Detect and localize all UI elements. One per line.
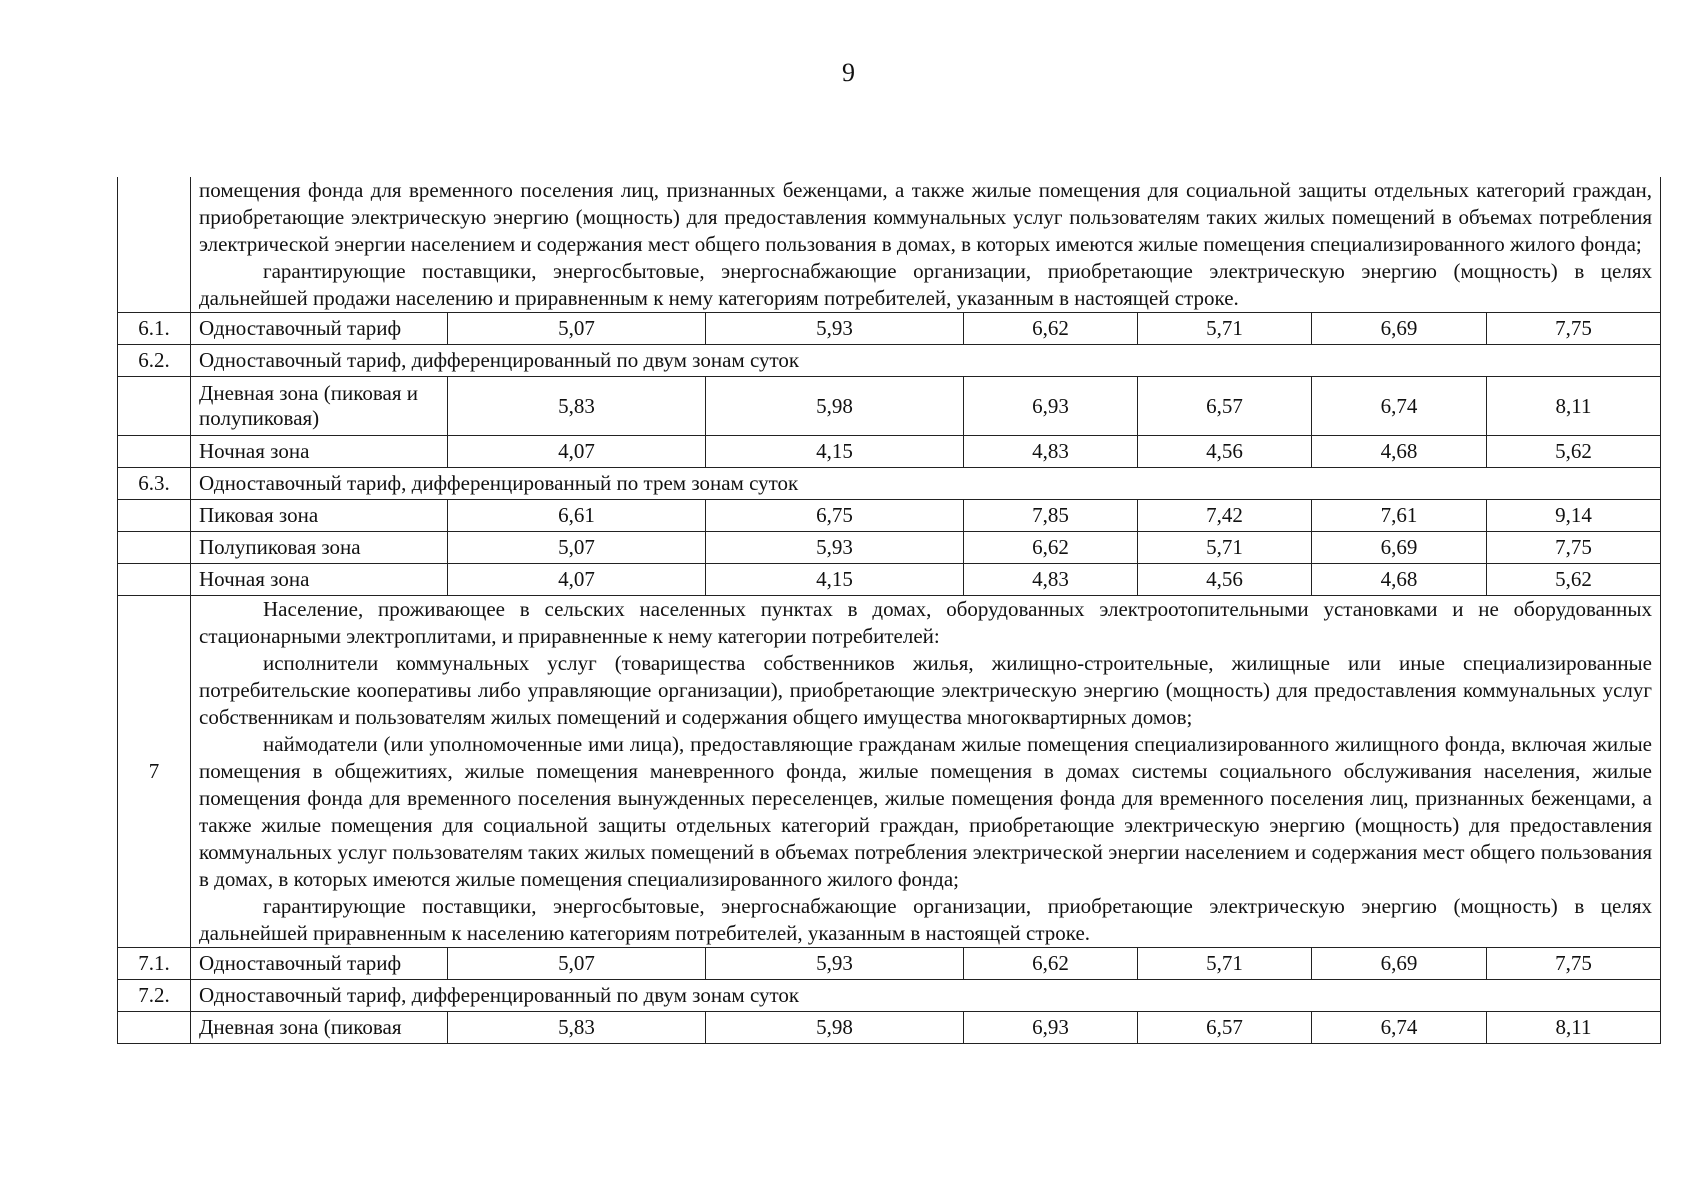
paragraph: гарантирующие поставщики, энергосбытовые, энергоснабжающие организации, приобретающие электрическую энергию (мощность) в целях дальнейшей продажи населению и приравненным к нему категориям потребителей, указанным в настоящей строке.: [199, 259, 1652, 310]
value-cell: 4,56: [1138, 436, 1312, 468]
value-cell: 7,61: [1312, 500, 1487, 532]
row-code: [118, 436, 191, 468]
value-cell: 6,61: [448, 500, 706, 532]
table-row: [118, 948, 1661, 980]
value-cell: 6,62: [964, 948, 1138, 980]
row-code: 7: [118, 596, 191, 948]
row-code: 7.2.: [118, 980, 191, 1012]
value-cell: 6,69: [1312, 313, 1487, 345]
row-label: Полупиковая зона: [191, 532, 448, 564]
value-cell: 8,11: [1487, 1012, 1661, 1044]
value-cell: 7,75: [1487, 313, 1661, 345]
row-label: Дневная зона (пиковая: [191, 1012, 448, 1044]
value-cell: 7,75: [1487, 532, 1661, 564]
tariff-table: [117, 177, 1661, 1044]
row-code: [118, 564, 191, 596]
value-cell: 5,83: [448, 1012, 706, 1044]
value-cell: 6,75: [706, 500, 964, 532]
value-cell: 4,83: [964, 436, 1138, 468]
value-cell: 5,62: [1487, 436, 1661, 468]
value-cell: 6,62: [964, 313, 1138, 345]
value-cell: 5,07: [448, 532, 706, 564]
value-cell: 4,68: [1312, 564, 1487, 596]
value-cell: 4,15: [706, 436, 964, 468]
block6-text: [191, 177, 1661, 313]
value-cell: 6,74: [1312, 1012, 1487, 1044]
paragraph: исполнители коммунальных услуг (товарищества собственников жилья, жилищно-строительные, жилищные или иные специализированные потребительские кооперативы либо управляющие организации), приобретающие электрическую энергию (мощность) для предоставления коммунальных услуг собственникам и пользователям жилых помещений и содержания общего имущества многоквартирных домов;: [199, 651, 1652, 729]
value-cell: 7,75: [1487, 948, 1661, 980]
value-cell: 8,11: [1487, 377, 1661, 436]
value-cell: 4,68: [1312, 436, 1487, 468]
value-cell: 5,93: [706, 948, 964, 980]
value-cell: 5,62: [1487, 564, 1661, 596]
table-row: [118, 980, 1661, 1012]
row-heading: Одноставочный тариф, дифференцированный по трем зонам суток: [191, 468, 1661, 500]
table-row: [118, 377, 1661, 436]
row-label: Ночная зона: [191, 564, 448, 596]
value-cell: 4,83: [964, 564, 1138, 596]
row-label: Пиковая зона: [191, 500, 448, 532]
value-cell: 7,85: [964, 500, 1138, 532]
value-cell: 4,15: [706, 564, 964, 596]
value-cell: 5,98: [706, 377, 964, 436]
value-cell: 5,98: [706, 1012, 964, 1044]
row-label: Одноставочный тариф: [191, 313, 448, 345]
paragraph: наймодатели (или уполномоченные ими лица), предоставляющие гражданам жилые помещения специализированного жилищного фонда, включая жилые помещения в общежитиях, жилые помещения маневренного фонда, жилые помещения в домах системы социального обслуживания населения, жилые помещения фонда для временного поселения вынужденных переселенцев, жилые помещения фонда для временного поселения лиц, признанных беженцами, а также жилые помещения для социальной защиты отдельных категорий граждан, приобретающие электрическую энергию (мощность) для предоставления коммунальных услуг пользователям таких жилых помещений в объемах потребления электрической энергии населением и содержания мест общего пользования в домах, в которых имеются жилые помещения специализированного жилого фонда;: [199, 732, 1652, 891]
row-heading: Одноставочный тариф, дифференцированный по двум зонам суток: [191, 345, 1661, 377]
value-cell: 7,42: [1138, 500, 1312, 532]
value-cell: 9,14: [1487, 500, 1661, 532]
value-cell: 5,07: [448, 313, 706, 345]
row-code: 6.3.: [118, 468, 191, 500]
value-cell: 5,71: [1138, 313, 1312, 345]
value-cell: 5,07: [448, 948, 706, 980]
value-cell: 5,83: [448, 377, 706, 436]
row-label: Ночная зона: [191, 436, 448, 468]
value-cell: 6,62: [964, 532, 1138, 564]
value-cell: 4,07: [448, 564, 706, 596]
value-cell: 6,74: [1312, 377, 1487, 436]
value-cell: 5,93: [706, 313, 964, 345]
block7-description-row: [118, 596, 1661, 948]
row-code: 6.2.: [118, 345, 191, 377]
value-cell: 6,57: [1138, 377, 1312, 436]
value-cell: 6,93: [964, 377, 1138, 436]
value-cell: 5,71: [1138, 948, 1312, 980]
value-cell: 5,71: [1138, 532, 1312, 564]
row-code: [118, 377, 191, 436]
row-code: [118, 500, 191, 532]
table-row: [118, 313, 1661, 345]
table-row: [118, 468, 1661, 500]
row-label: Одноставочный тариф: [191, 948, 448, 980]
value-cell: 6,93: [964, 1012, 1138, 1044]
value-cell: 4,07: [448, 436, 706, 468]
page-number: 9: [842, 58, 855, 87]
value-cell: 6,57: [1138, 1012, 1312, 1044]
table-row: [118, 564, 1661, 596]
value-cell: 5,93: [706, 532, 964, 564]
table-row: [118, 1012, 1661, 1044]
paragraph: гарантирующие поставщики, энергосбытовые, энергоснабжающие организации, приобретающие электрическую энергию (мощность) в целях дальнейшей приравненным к населению категориям потребителей, указанным в настоящей строке.: [199, 894, 1652, 945]
paragraph: Население, проживающее в сельских населенных пунктах в домах, оборудованных электроотопительными установками и не оборудованных стационарными электроплитами, и приравненные к нему категории потребителей:: [199, 597, 1652, 648]
row-heading: Одноставочный тариф, дифференцированный по двум зонам суток: [191, 980, 1661, 1012]
row-label: Дневная зона (пиковая и полупиковая): [191, 377, 448, 436]
table-row: [118, 436, 1661, 468]
table-row: [118, 500, 1661, 532]
block7-text: [191, 596, 1661, 948]
block6-continuation-row: [118, 177, 1661, 313]
row-code: [118, 1012, 191, 1044]
value-cell: 6,69: [1312, 532, 1487, 564]
row-code: [118, 532, 191, 564]
table-row: [118, 532, 1661, 564]
row-code: 7.1.: [118, 948, 191, 980]
paragraph: помещения фонда для временного поселения лиц, признанных беженцами, а также жилые помещения для социальной защиты отдельных категорий граждан, приобретающие электрическую энергию (мощность) для предоставления коммунальных услуг пользователям таких жилых помещений в объемах потребления электрической энергии населением и содержания мест общего пользования в домах, в которых имеются жилые помещения специализированного жилого фонда;: [199, 178, 1652, 256]
value-cell: 4,56: [1138, 564, 1312, 596]
value-cell: 6,69: [1312, 948, 1487, 980]
table-row: [118, 345, 1661, 377]
row-code: [118, 177, 191, 313]
row-code: 6.1.: [118, 313, 191, 345]
